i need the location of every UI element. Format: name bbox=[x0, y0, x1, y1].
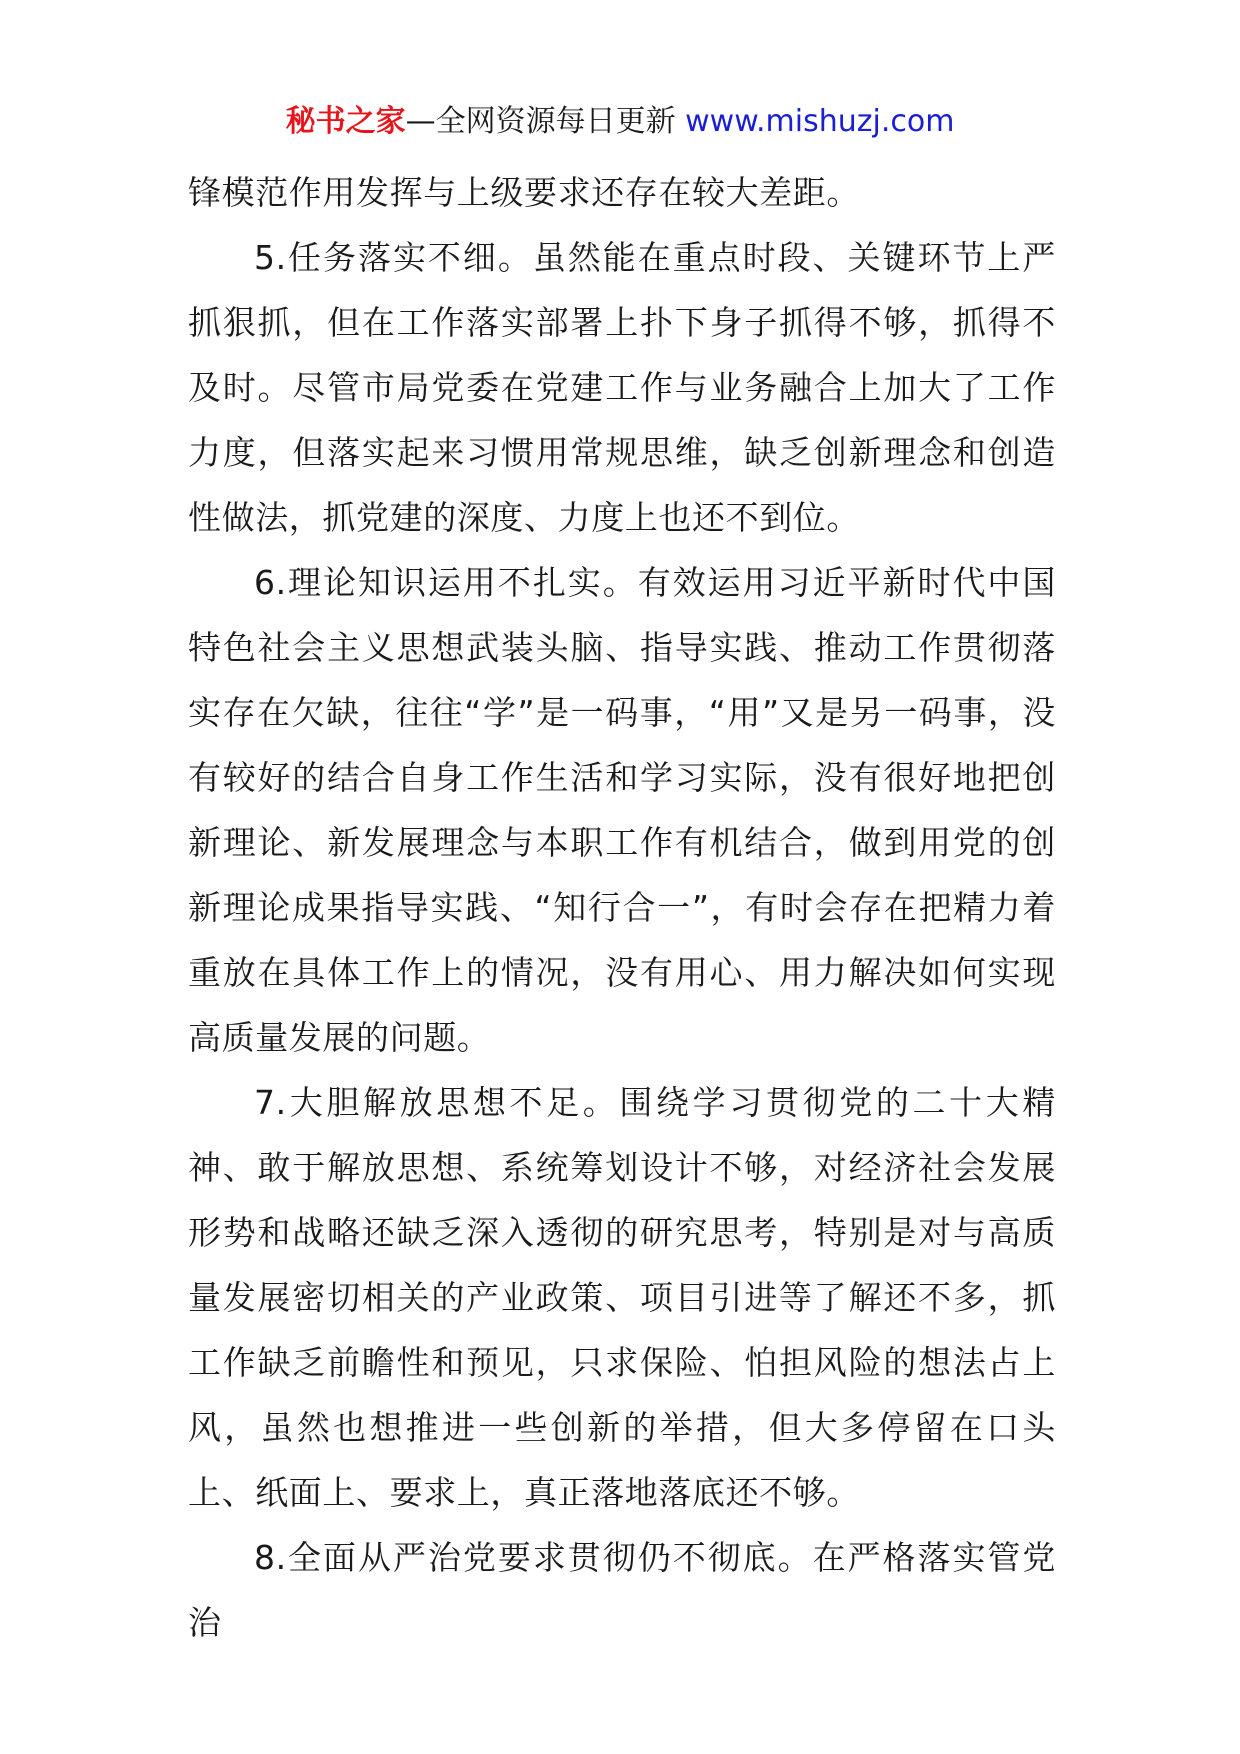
paragraph-continuation: 锋模范作用发挥与上级要求还存在较大差距。 bbox=[188, 173, 860, 212]
paragraph-item-7: 7.大胆解放思想不足。围绕学习贯彻党的二十大精神、敢于解放思想、系统筹划设计不够，对经济社会发展形势和战略还缺乏深入透彻的研究思考，特别是对与高质量发展密切相关的产业政策、项目引进等了解还不多，抓工作缺乏前瞻性和预见，只求保险、怕担风险的想法占上风，虽然也想推进一些创新的举措，但大多停留在口头上、纸面上、要求上，真正落地落底还不够。 bbox=[188, 1083, 1056, 1512]
paragraph-item-8: 8.全面从严治党要求贯彻仍不彻底。在严格落实管党治 bbox=[188, 1538, 1056, 1642]
document-body bbox=[188, 160, 1056, 1655]
site-header bbox=[0, 100, 1240, 144]
brand-name: 秘书之家 bbox=[285, 104, 406, 139]
site-url-link[interactable]: www.mishuzj.com bbox=[685, 104, 955, 139]
paragraph-item-6: 6.理论知识运用不扎实。有效运用习近平新时代中国特色社会主义思想武装头脑、指导实践、推动工作贯彻落实存在欠缺，往往“学”是一码事，“用”又是另一码事，没有较好的结合自身工作生活和学习实际，没有很好地把创新理论、新发展理念与本职工作有机结合，做到用党的创新理论成果指导实践、“知行合一”，有时会存在把精力着重放在具体工作上的情况，没有用心、用力解决如何实现高质量发展的问题。 bbox=[188, 563, 1056, 1057]
paragraph-item-5: 5.任务落实不细。虽然能在重点时段、关键环节上严抓狠抓，但在工作落实部署上扑下身子抓得不够，抓得不及时。尽管市局党委在党建工作与业务融合上加大了工作力度，但落实起来习惯用常规思维，缺乏创新理念和创造性做法，抓党建的深度、力度上也还不到位。 bbox=[188, 238, 1056, 537]
header-tagline: —全网资源每日更新 bbox=[405, 104, 676, 139]
